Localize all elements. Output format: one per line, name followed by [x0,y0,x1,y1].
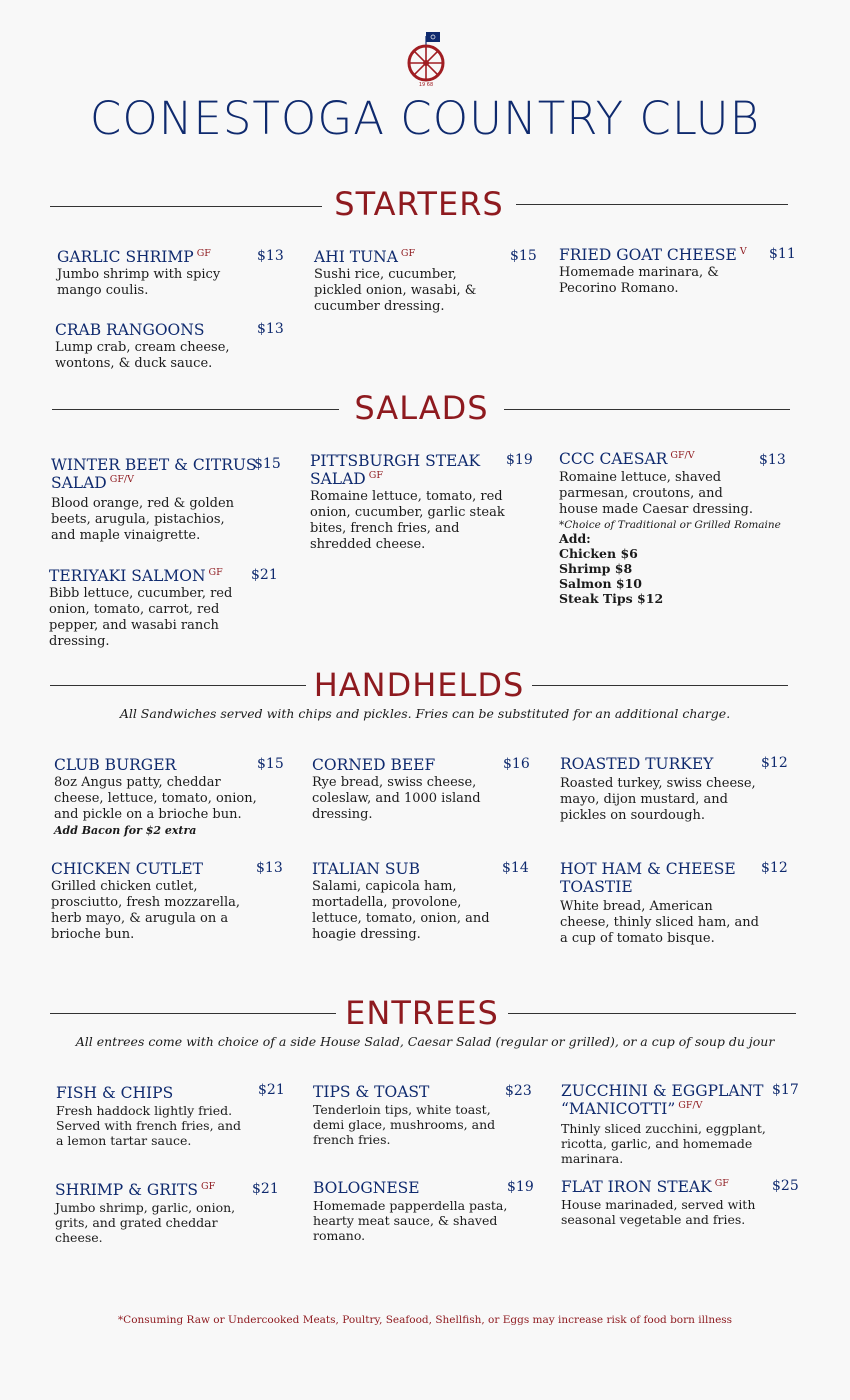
dietary-tag: GF/V [678,1099,703,1111]
item-name: TIPS & TOAST [313,1083,430,1101]
item-price: $25 [772,1178,799,1194]
section-title-entrees: ENTREES [345,994,499,1032]
item-description: Bibb lettuce, cucumber, red onion, tomato, carrot, red pepper, and wasabi ranch dressing. [49,586,233,649]
item-description: Jumbo shrimp with spicy mango coulis. [57,267,221,298]
item-name: GARLIC SHRIMP [57,248,194,266]
dietary-tag: GF/V [109,473,134,485]
menu-item-flat-iron-steak [561,1178,801,1227]
item-name: CHICKEN CUTLET [51,860,203,878]
item-price: $19 [506,452,533,468]
item-name: CORNED BEEF [312,756,436,774]
divider [52,409,339,410]
item-name: ROASTED TURKEY [560,755,714,773]
dietary-tag: GF [400,247,416,259]
menu-item-ahi-tuna [314,248,539,315]
addon-option: Steak Tips $12 [559,591,664,606]
menu-item-crab-rangoons [55,321,285,372]
section-title-handhelds: HANDHELDS [313,666,525,704]
dietary-tag: V [739,245,747,257]
menu-item-corned-beef [312,756,542,823]
menu-item-ccc-caesar [559,450,799,606]
menu-item-fried-goat-cheese [559,246,799,297]
item-price: $21 [258,1082,285,1098]
item-price: $12 [761,755,788,771]
dietary-tag: GF [196,247,211,259]
item-description: Rye bread, swiss cheese, coleslaw, and 1000 island dressing. [312,775,481,822]
item-note: *Choice of Traditional or Grilled Romaine [559,519,781,531]
item-description: Homemade marinara, & Pecorino Romano. [559,265,719,296]
item-name: SHRIMP & GRITS [55,1181,199,1199]
item-name: HOT HAM & CHEESE TOASTIE [560,860,736,896]
menu-item-bolognese [313,1179,543,1243]
menu-item-hot-ham-cheese-toastie [560,860,800,947]
divider [50,1013,336,1014]
item-description: Romaine lettuce, shaved parmesan, croutons, and house made Caesar dressing. [559,470,754,517]
divider [508,1013,796,1014]
item-description: Salami, capicola ham, mortadella, provolone, lettuce, tomato, onion, and hoagie dressing. [312,879,490,942]
item-name: CCC CAESAR [559,450,668,468]
item-name: CRAB RANGOONS [55,321,205,339]
divider [50,685,306,686]
item-price: $12 [761,860,788,876]
item-name: CLUB BURGER [54,756,177,774]
divider [50,206,322,207]
item-price: $21 [251,567,278,583]
item-description: Roasted turkey, swiss cheese, mayo, dijon mustard, and pickles on sourdough. [560,776,756,823]
dietary-tag: GF [208,566,223,578]
item-name: WINTER BEET & CITRUS SALAD [51,456,257,492]
item-description: House marinaded, served with seasonal vegetable and fries. [561,1197,756,1227]
menu-item-pittsburgh-steak-salad [310,452,535,553]
menu-item-roasted-turkey [560,755,800,824]
item-name: BOLOGNESE [313,1179,420,1197]
menu-item-chicken-cutlet [51,860,286,943]
item-description: Tenderloin tips, white toast, demi glace, mushrooms, and french fries. [313,1102,496,1147]
divider [504,409,790,410]
menu-item-club-burger [54,756,284,837]
item-price: $11 [769,246,796,262]
item-name: PITTSBURGH STEAK SALAD [310,452,481,488]
club-logo-wagon-wheel-icon [402,30,450,88]
item-price: $17 [772,1082,799,1098]
dietary-tag: GF/V [670,449,695,461]
item-name: FLAT IRON STEAK [561,1178,712,1196]
addon-label: Add: [559,531,591,546]
item-description: Fresh haddock lightly fried. Served with french fries, and a lemon tartar sauce. [56,1103,242,1148]
item-name: FRIED GOAT CHEESE [559,246,737,264]
item-description: Lump crab, cream cheese, wontons, & duck sauce. [55,340,230,371]
item-price: $13 [256,860,283,876]
menu-item-garlic-shrimp [57,248,287,299]
item-price: $13 [759,452,786,468]
item-description: White bread, American cheese, thinly sliced ham, and a cup of tomato bisque. [560,899,760,946]
item-description: Jumbo shrimp, garlic, onion, grits, and grated cheddar cheese. [55,1200,236,1245]
item-description: Sushi rice, cucumber, pickled onion, wasabi, & cucumber dressing. [314,267,477,314]
item-name: ZUCCHINI & EGGPLANT “MANICOTTI” [561,1082,764,1118]
dietary-tag: GF [368,469,383,481]
item-name: ITALIAN SUB [312,860,420,878]
item-price: $23 [505,1083,532,1099]
menu-item-winter-beet-salad [51,456,286,544]
item-price: $13 [257,248,284,264]
logo-caption: 19 68 [418,82,434,88]
addon-option: Chicken $6 [559,546,638,561]
item-price: $16 [503,756,530,772]
menu-item-tips-toast [313,1083,543,1147]
item-description: 8oz Angus patty, cheddar cheese, lettuce, tomato, onion, and pickle on a brioche bun. [54,775,257,822]
item-price: $14 [502,860,529,876]
dietary-tag: GF [714,1177,729,1189]
menu-item-teriyaki-salmon [49,567,284,650]
section-title-salads: SALADS [354,389,489,427]
item-description: Thinly sliced zucchini, eggplant, ricotta, garlic, and homemade marinara. [561,1121,766,1166]
item-description: Romaine lettuce, tomato, red onion, cucumber, garlic steak bites, french fries, and shredded cheese. [310,489,505,552]
divider [516,204,788,205]
item-name: AHI TUNA [314,248,398,266]
menu-item-zucchini-eggplant-manicotti [561,1082,801,1166]
club-title: CONESTOGA COUNTRY CLUB [89,92,761,145]
item-price: $21 [252,1181,279,1197]
food-safety-disclaimer: *Consuming Raw or Undercooked Meats, Poultry, Seafood, Shellfish, or Eggs may increase risk of food born illness [117,1314,733,1326]
item-description: Homemade papperdella pasta, hearty meat sauce, & shaved romano. [313,1198,508,1243]
item-description: Blood orange, red & golden beets, arugula, pistachios, and maple vinaigrette. [51,496,235,543]
item-name: TERIYAKI SALMON [49,567,206,585]
item-price: $19 [507,1179,534,1195]
item-price: $15 [254,456,281,472]
item-price: $15 [510,248,537,264]
divider [532,685,788,686]
section-title-starters: STARTERS [334,185,504,223]
menu-item-italian-sub [312,860,542,943]
section-note-entrees: All entrees come with choice of a side House Salad, Caesar Salad (regular or grilled), or a cup of soup du jour [75,1034,775,1049]
menu-item-fish-chips [56,1084,286,1148]
section-note-handhelds: All Sandwiches served with chips and pickles. Fries can be substituted for an additional charge. [119,706,731,721]
item-price: $15 [257,756,284,772]
item-price: $13 [257,321,284,337]
dietary-tag: GF [201,1180,216,1192]
item-name: FISH & CHIPS [56,1084,174,1102]
menu-item-shrimp-grits [55,1181,285,1245]
addon-option: Shrimp $8 [559,561,633,576]
item-note: Add Bacon for $2 extra [54,824,197,837]
item-description: Grilled chicken cutlet, prosciutto, fresh mozzarella, herb mayo, & arugula on a brioche bun. [51,879,240,942]
addon-option: Salmon $10 [559,576,642,591]
